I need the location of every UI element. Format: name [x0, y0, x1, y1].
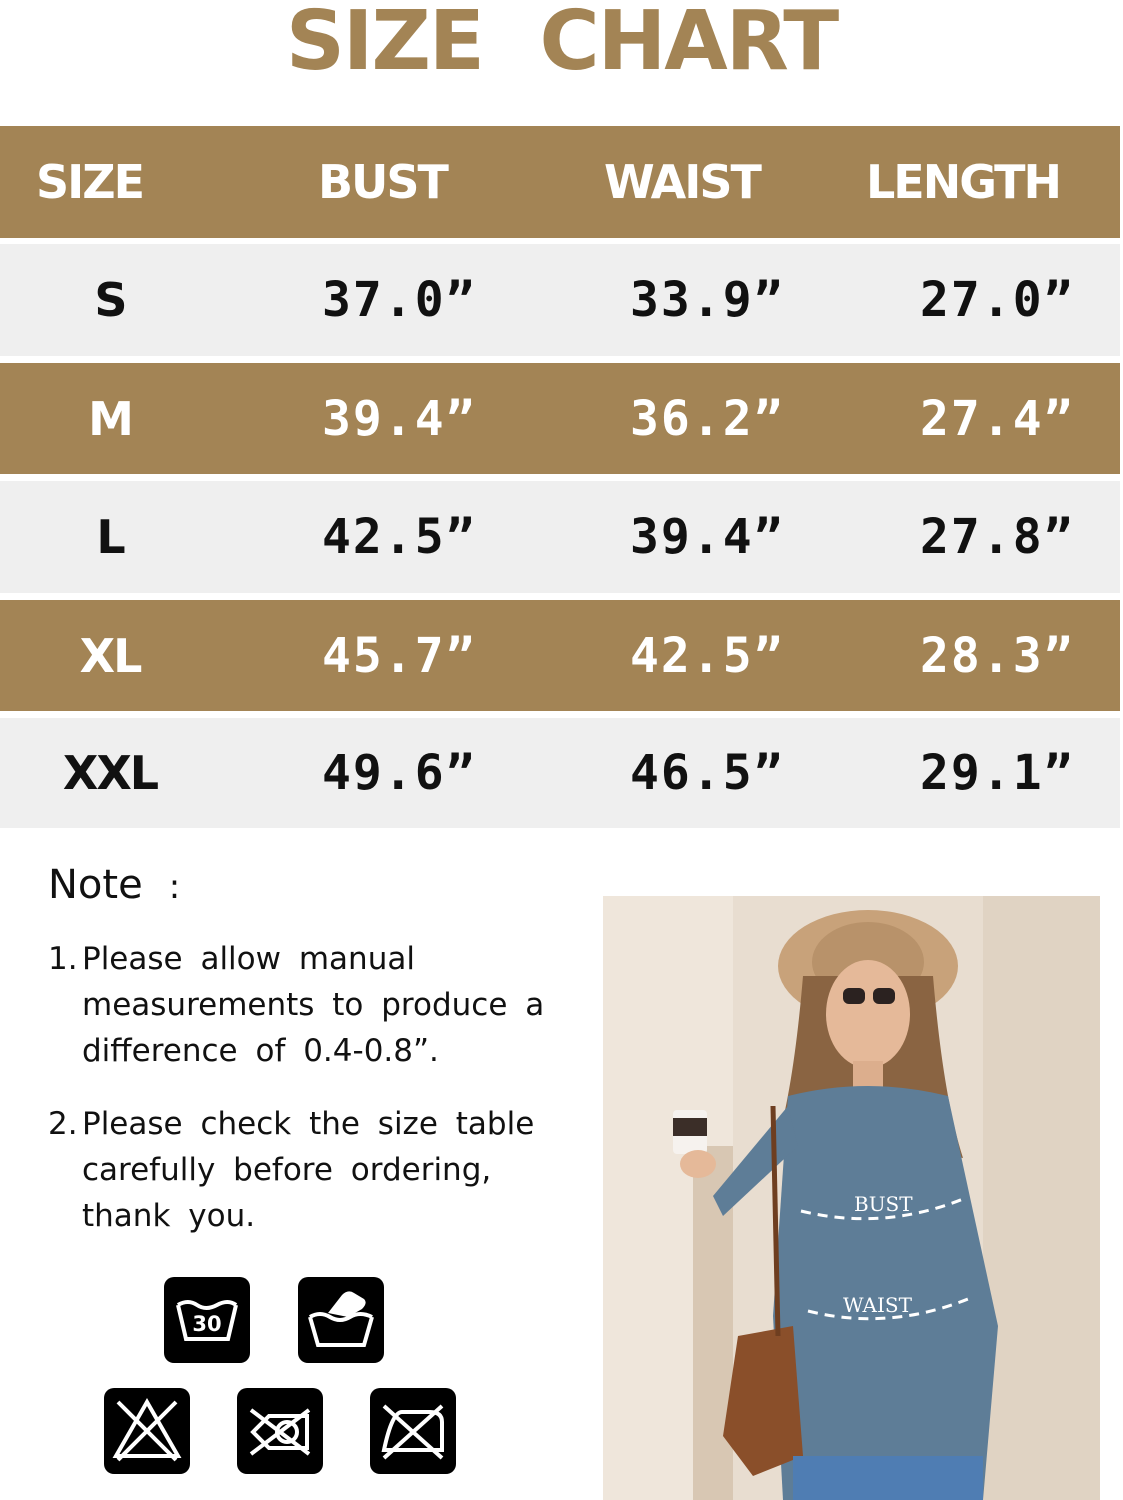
page-title: SIZE CHART [285, 0, 838, 89]
wash-30-icon [164, 1277, 250, 1363]
cell-size: L [96, 510, 124, 564]
cell-bust: 37.0” [322, 272, 477, 328]
model-photo [603, 896, 1100, 1500]
header-waist: WAIST [604, 155, 760, 209]
cell-size: XXL [62, 746, 158, 800]
note-item-text: Please check the size table carefully before ordering, thank you. [82, 1106, 535, 1234]
cell-length: 28.3” [920, 627, 1075, 684]
cell-bust: 39.4” [322, 390, 477, 447]
header-length: LENGTH [866, 155, 1061, 209]
header-size: SIZE [36, 155, 144, 209]
table-row [0, 718, 1120, 828]
cell-length: 29.1” [920, 745, 1075, 801]
header-bust: BUST [318, 155, 447, 209]
cell-waist: 33.9” [630, 272, 785, 328]
note-item [48, 1101, 588, 1239]
cell-waist: 36.2” [630, 390, 785, 447]
note-item [48, 936, 588, 1074]
table-row [0, 481, 1120, 593]
waist-label: WAIST [843, 1293, 912, 1317]
hand-wash-icon [298, 1277, 384, 1363]
do-not-bleach-icon [104, 1388, 190, 1474]
note-heading [48, 862, 180, 908]
model-illustration [603, 896, 1100, 1500]
cell-size: M [88, 391, 132, 446]
table-header-row [0, 126, 1120, 238]
cell-waist: 39.4” [630, 509, 785, 565]
cell-waist: 42.5” [630, 627, 785, 684]
svg-text:30: 30 [192, 1312, 222, 1336]
note-title: Note [48, 862, 143, 908]
cell-bust: 49.6” [322, 745, 477, 801]
note-colon: : [168, 867, 181, 907]
table-row [0, 363, 1120, 474]
do-not-iron-icon [370, 1388, 456, 1474]
cell-length: 27.8” [920, 509, 1075, 565]
note-item-text: Please allow manual measurements to produce a difference of 0.4-0.8”. [82, 941, 545, 1069]
do-not-tumble-dry-icon [237, 1388, 323, 1474]
cell-length: 27.4” [920, 390, 1075, 447]
cell-length: 27.0” [920, 272, 1075, 328]
table-row [0, 600, 1120, 711]
cell-size: XL [79, 628, 141, 683]
note-item-number: 2. [48, 1106, 78, 1142]
cell-bust: 45.7” [322, 627, 477, 684]
bust-label: BUST [854, 1192, 913, 1216]
cell-size: S [94, 273, 126, 327]
cell-waist: 46.5” [630, 745, 785, 801]
cell-bust: 42.5” [322, 509, 477, 565]
table-row [0, 244, 1120, 356]
note-item-number: 1. [48, 941, 78, 977]
